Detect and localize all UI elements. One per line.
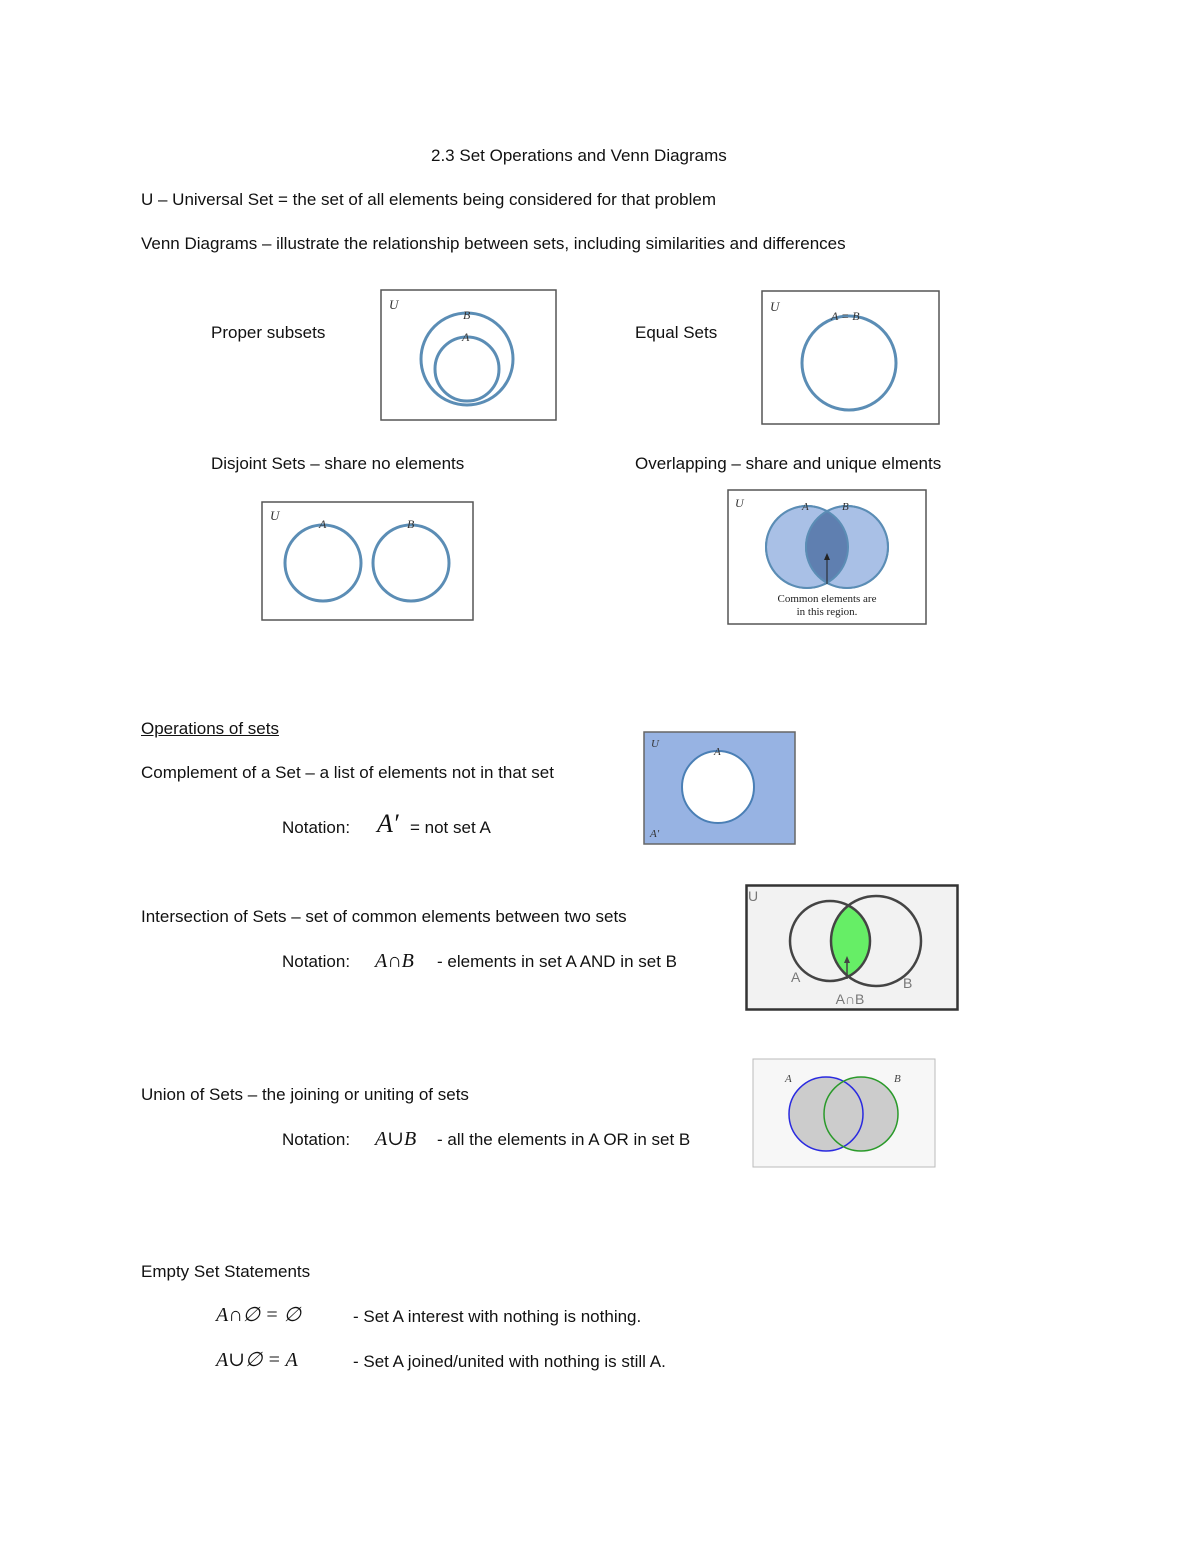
universal-label: U [748,888,759,904]
intersection-description: Intersection of Sets – set of common elements between two sets [141,907,627,926]
set-b-label: B [903,975,913,991]
set-label: A = B [831,309,860,323]
set-a-label: A [462,330,470,344]
universal-label: U [651,738,659,750]
complement-label: A′ [650,828,660,840]
proper-subsets-diagram [380,289,558,422]
intersection-caption: A∩B [835,991,865,1007]
complement-notation-label: Notation: [282,818,351,837]
union-symbol: A∪B [375,1128,417,1150]
intersection-notation-label: Notation: [282,952,351,971]
union-description: Union of Sets – the joining or uniting of sets [141,1085,469,1104]
complement-symbol: A′ [377,809,399,838]
universal-label: U [770,299,780,314]
universal-label: U [270,508,280,523]
complement-description: Complement of a Set – a list of elements not in that set [141,763,554,782]
set-a-label: A [802,501,809,513]
universal-box [262,502,473,620]
intersection-symbol: A∩B [375,950,414,972]
union-meaning: - all the elements in A OR in set B [437,1130,691,1149]
caption-line-2: in this region. [796,606,858,618]
disjoint-sets-diagram [261,501,475,622]
equal-sets-diagram [761,290,941,426]
set-a-label: A [714,746,721,758]
set-a-circle [682,751,754,823]
complement-diagram [643,731,797,846]
set-a-label: A [319,517,327,531]
equal-sets-label: Equal Sets [635,323,718,342]
union-notation-label: Notation: [282,1130,351,1149]
empty-set-expression-1: A∩∅ = ∅ [216,1304,301,1326]
universal-label: U [389,297,399,312]
page-title: 2.3 Set Operations and Venn Diagrams [431,146,727,165]
overlapping-sets-diagram [727,489,928,626]
set-a-label: A [791,969,801,985]
set-a-label: A [785,1073,792,1085]
empty-set-description-2: - Set A joined/united with nothing is still A. [353,1352,666,1371]
intersection-meaning: - elements in set A AND in set B [437,952,678,971]
set-b-label: B [894,1073,901,1085]
set-b-label: B [463,308,471,322]
overlapping-sets-label: Overlapping – share and unique elments [635,454,942,473]
empty-set-description-1: - Set A interest with nothing is nothing. [353,1307,642,1326]
proper-subsets-label: Proper subsets [211,323,326,342]
universal-label: U [735,496,744,510]
set-b-label: B [407,517,415,531]
universal-set-definition: U – Universal Set = the set of all elements being considered for that problem [141,190,717,209]
disjoint-sets-label: Disjoint Sets – share no elements [211,454,465,473]
union-diagram [752,1058,936,1168]
empty-set-expression-2: A∪∅ = A [216,1349,298,1371]
complement-meaning: = not set A [410,818,491,837]
caption-line-1: Common elements are [777,593,877,605]
venn-diagram-definition: Venn Diagrams – illustrate the relationship between sets, including similarities and differences [141,234,846,253]
empty-set-heading: Empty Set Statements [141,1262,311,1281]
operations-heading: Operations of sets [141,719,279,738]
intersection-diagram [745,884,960,1012]
set-b-label: B [842,501,849,513]
